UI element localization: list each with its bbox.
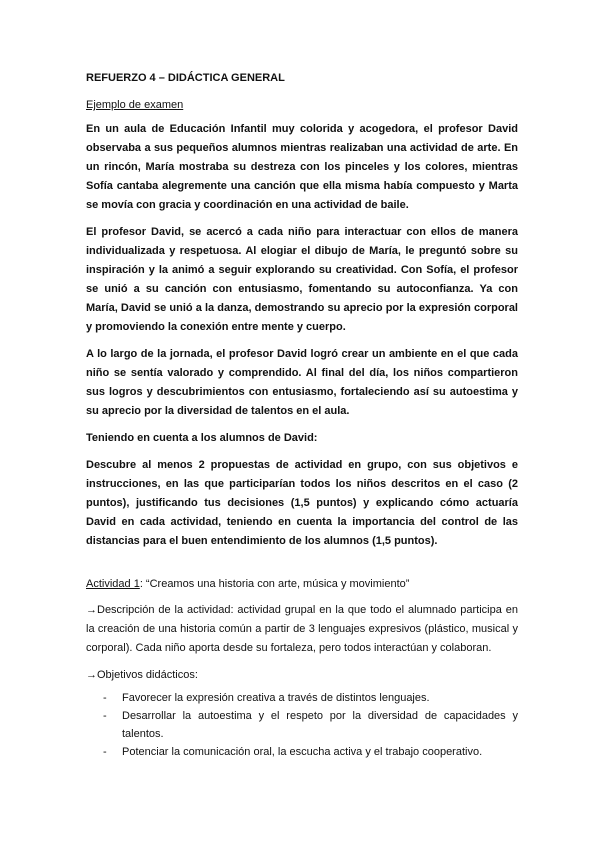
objective-item <box>86 743 518 761</box>
bullet-dash: - <box>103 692 107 704</box>
exam-example-subtitle: Ejemplo de examen <box>86 99 184 111</box>
activity-description: →Descripción de la actividad: actividad grupal en la que todo el alumnado participa en la creación de una historia común a partir de 3 lenguajes expresivos (plástico, musical y corporal). Cada niño aporta desde su fortaleza, pero todos interactúan y colaboran. <box>86 604 518 654</box>
case-paragraph-1: En un aula de Educación Infantil muy colorida y acogedora, el profesor David observaba a sus pequeños alumnos mientras realizaban una actividad de arte. En un rincón, María mostraba su destreza con los pinceles y los colores, mientras Sofía cantaba alegremente una canción que ella misma había compuesto y Marta se movía con gracia y coordinación en una actividad de baile. <box>86 123 518 211</box>
activity-title <box>86 575 518 594</box>
activity-label: Actividad 1 <box>86 578 140 590</box>
case-prompt-intro: Teniendo en cuenta a los alumnos de David: <box>86 432 318 444</box>
objective-item <box>86 689 518 707</box>
objective-text: Desarrollar la autoestima y el respeto por la diversidad de capacidades y talentos. <box>122 710 518 740</box>
section-spacer <box>86 559 518 575</box>
activity-title-text: : “Creamos una historia con arte, música y movimiento” <box>139 578 410 590</box>
exam-task-instructions: Descubre al menos 2 propuestas de actividad en grupo, con sus objetivos e instrucciones, en las que participarían todos los niños descritos en el caso (2 puntos), justificando tus decisiones (1,5 puntos) y explicando cómo actuaría David en cada actividad, teniendo en cuenta la importancia del control de las distancias para el buen entendimiento de los alumnos (1,5 puntos). <box>86 459 518 547</box>
case-paragraph-3: A lo largo de la jornada, el profesor David logró crear un ambiente en el que cada niño se sentía valorado y comprendido. Al final del día, los niños compartieron sus logros y descubrimientos con entusiasmo, fortaleciendo así su autoestima y su aprecio por la diversidad de talentos en el aula. <box>86 348 518 417</box>
bullet-dash: - <box>103 710 107 722</box>
bullet-dash: - <box>103 746 107 758</box>
objective-text: Favorecer la expresión creativa a través de distintos lenguajes. <box>122 692 430 704</box>
document-title: REFUERZO 4 – DIDÁCTICA GENERAL <box>86 72 285 84</box>
objectives-heading: →Objetivos didácticos: <box>86 669 198 681</box>
case-paragraph-2: El profesor David, se acercó a cada niño para interactuar con ellos de manera individualizada y respetuosa. Al elogiar el dibujo de María, le preguntó sobre su inspiración y la animó a seguir explorando su creatividad. Con Sofía, el profesor se unió a su canción con entusiasmo, fomentando su autoconfianza. Ya con María, David se unió a la danza, demostrando su aprecio por la expresión corporal y promoviendo la conexión entre mente y cuerpo. <box>86 226 518 333</box>
document-content <box>86 70 518 761</box>
objective-text: Potenciar la comunicación oral, la escucha activa y el trabajo cooperativo. <box>122 746 483 758</box>
objectives-list <box>86 689 518 761</box>
objective-item <box>86 707 518 743</box>
